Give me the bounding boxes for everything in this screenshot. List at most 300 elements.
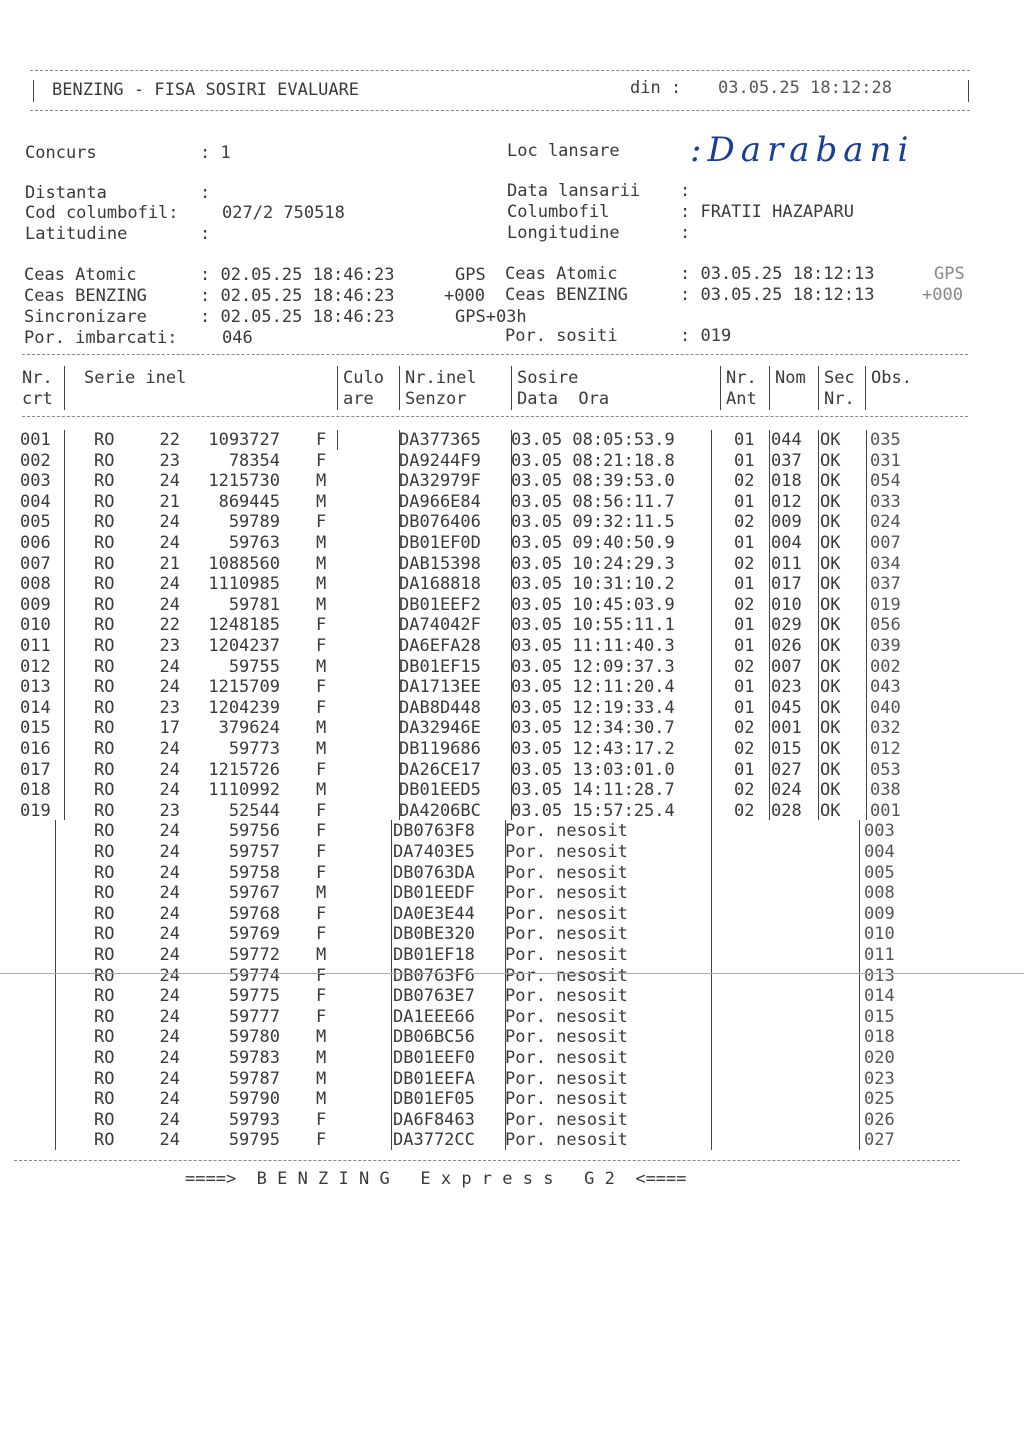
cell-ro: RO xyxy=(94,862,115,883)
cell-sen: DA168818 xyxy=(399,574,481,595)
cell-sec: OK xyxy=(820,512,841,533)
cell-sex: F xyxy=(316,1006,327,1027)
cell-nr: 016 xyxy=(20,739,51,759)
cell-nom: 011 xyxy=(771,553,802,574)
data-lansarii-label: Data lansarii xyxy=(507,181,641,201)
cell-obs: 001 xyxy=(870,800,901,821)
cell-num: 1215726 xyxy=(208,759,280,780)
table-top-rule xyxy=(22,354,968,355)
cell-ro: RO xyxy=(94,636,115,656)
concurs-value: : 1 xyxy=(200,143,231,163)
cell-obs: 043 xyxy=(870,677,901,698)
cell-nr: 003 xyxy=(20,471,51,492)
cell-yr: 24 xyxy=(159,903,180,924)
ceas-atomic-left-value: : 02.05.25 18:46:23 xyxy=(200,265,395,285)
cell-ant: 02 xyxy=(734,739,755,759)
cell-ro: RO xyxy=(94,780,115,801)
cell-sos: 03.05 12:34:30.7 xyxy=(511,718,675,739)
cell-sos: 03.05 12:09:37.3 xyxy=(511,656,675,677)
cell-yr: 23 xyxy=(159,697,180,718)
cell-yr: 24 xyxy=(159,780,180,801)
cell-sex: F xyxy=(316,965,327,986)
cell-obs: 032 xyxy=(870,718,901,739)
cell-nr: 018 xyxy=(20,780,51,801)
cell-yr: 23 xyxy=(159,636,180,656)
table-row xyxy=(0,512,1024,532)
loc-lansare-handwritten: :Darabani xyxy=(690,130,915,170)
cell-yr: 24 xyxy=(159,945,180,965)
table-row xyxy=(0,904,1024,924)
table-row xyxy=(0,1048,1024,1068)
hdr-divider xyxy=(64,366,65,410)
columbofil-value: : FRATII HAZAPARU xyxy=(680,202,854,222)
ceas-benzing-right-value: : 03.05.25 18:12:13 xyxy=(680,285,875,305)
ceas-benzing-right-label: Ceas BENZING xyxy=(505,285,628,305)
cell-ro: RO xyxy=(94,842,115,862)
cell-ant: 02 xyxy=(734,471,755,492)
cell-num: 59772 xyxy=(228,945,280,965)
cell-yr: 24 xyxy=(159,965,180,986)
cell-yr: 24 xyxy=(159,986,180,1007)
loc-lansare-label: Loc lansare xyxy=(507,141,620,161)
hdr-divider xyxy=(511,366,512,410)
cell-nom: 004 xyxy=(771,533,802,553)
cell-nr: 014 xyxy=(20,697,51,718)
table-row xyxy=(0,1110,1024,1130)
cell-sen: DA1713EE xyxy=(399,677,481,698)
cell-sen: DB0763F8 xyxy=(393,821,475,842)
cell-sex: F xyxy=(316,924,327,945)
table-row xyxy=(0,945,1024,965)
hdr-divider xyxy=(399,366,400,410)
cell-nom: 023 xyxy=(771,677,802,698)
por-sositi-label: Por. sositi xyxy=(505,326,618,346)
din-label: din : xyxy=(630,78,682,98)
cell-yr: 24 xyxy=(159,1068,180,1089)
cell-sex: F xyxy=(316,800,327,821)
cell-sos: Por. nesosit xyxy=(505,1068,628,1089)
table-row xyxy=(0,1027,1024,1047)
cell-yr: 21 xyxy=(159,491,180,512)
cell-obs: 039 xyxy=(870,636,901,656)
cell-ro: RO xyxy=(94,883,115,904)
cell-sex: M xyxy=(316,1089,327,1110)
cell-sec: OK xyxy=(820,739,841,759)
cell-sos: 03.05 08:39:53.0 xyxy=(511,471,675,492)
cell-obs: 034 xyxy=(870,553,901,574)
cell-ant: 01 xyxy=(734,759,755,780)
cell-sos: 03.05 13:03:01.0 xyxy=(511,759,675,780)
cell-ro: RO xyxy=(94,430,115,450)
col-nr-ant-line2: Ant xyxy=(726,389,757,409)
cell-nr: 010 xyxy=(20,615,51,636)
cell-obs: 031 xyxy=(870,450,901,471)
cell-sec: OK xyxy=(820,491,841,512)
cell-sec: OK xyxy=(820,533,841,553)
cell-obs: 056 xyxy=(870,615,901,636)
cell-num: 59758 xyxy=(228,862,280,883)
cell-nr: 019 xyxy=(20,800,51,821)
col-culoare-line2: are xyxy=(343,389,374,409)
col-sosire-line1: Sosire xyxy=(517,368,579,388)
cell-sos: 03.05 08:05:53.9 xyxy=(511,430,675,450)
distanta-value: : xyxy=(200,183,211,203)
cell-sos: Por. nesosit xyxy=(505,1089,628,1110)
cell-sex: M xyxy=(316,1027,327,1048)
cell-nom: 001 xyxy=(771,718,802,739)
cell-sec: OK xyxy=(820,636,841,656)
cell-sos: 03.05 15:57:25.4 xyxy=(511,800,675,821)
cell-nom: 027 xyxy=(771,759,802,780)
cell-ro: RO xyxy=(94,615,115,636)
cell-nom: 029 xyxy=(771,615,802,636)
cell-ro: RO xyxy=(94,471,115,492)
cell-sos: Por. nesosit xyxy=(505,924,628,945)
cell-sex: M xyxy=(316,533,327,553)
cell-sec: OK xyxy=(820,553,841,574)
cell-ant: 02 xyxy=(734,718,755,739)
col-obs: Obs. xyxy=(871,368,912,388)
cell-sen: DAB15398 xyxy=(399,553,481,574)
cell-yr: 24 xyxy=(159,574,180,595)
cell-nom: 015 xyxy=(771,739,802,759)
cell-yr: 24 xyxy=(159,924,180,945)
cell-sex: F xyxy=(316,903,327,924)
cell-sen: DB0763F6 xyxy=(393,965,475,986)
cell-sex: F xyxy=(316,430,327,450)
cell-sex: F xyxy=(316,862,327,883)
table-row xyxy=(0,430,1024,450)
table-row xyxy=(0,801,1024,821)
cell-sen: DA0E3E44 xyxy=(393,903,475,924)
cell-yr: 24 xyxy=(159,533,180,553)
cell-nr: 015 xyxy=(20,718,51,739)
table-row xyxy=(0,471,1024,491)
table-row xyxy=(0,924,1024,944)
cell-sex: F xyxy=(316,636,327,656)
cell-nr: 012 xyxy=(20,656,51,677)
cell-sen: DB01EEF0 xyxy=(393,1048,475,1068)
cell-nom: 017 xyxy=(771,574,802,595)
col-sosire-line2: Data Ora xyxy=(517,389,610,409)
data-lansarii-value: : xyxy=(680,181,691,201)
cell-sex: F xyxy=(316,1109,327,1130)
cell-num: 59795 xyxy=(228,1130,280,1151)
col-nom: Nom xyxy=(775,368,806,388)
cell-num: 59774 xyxy=(228,965,280,986)
cod-columbofil-value: 027/2 750518 xyxy=(222,203,345,223)
cell-sos: Por. nesosit xyxy=(505,945,628,965)
table-row xyxy=(0,698,1024,718)
cell-ro: RO xyxy=(94,821,115,842)
cell-obs: 014 xyxy=(864,986,895,1007)
cell-yr: 24 xyxy=(159,512,180,533)
cell-num: 78354 xyxy=(228,450,280,471)
cell-sos: Por. nesosit xyxy=(505,903,628,924)
cell-obs: 012 xyxy=(870,739,901,759)
cell-num: 59790 xyxy=(228,1089,280,1110)
cell-yr: 24 xyxy=(159,471,180,492)
col-sec-line1: Sec xyxy=(824,368,855,388)
cell-ro: RO xyxy=(94,450,115,471)
cell-obs: 035 xyxy=(870,430,901,450)
cell-num: 59777 xyxy=(228,1006,280,1027)
cell-sos: 03.05 12:11:20.4 xyxy=(511,677,675,698)
cell-obs: 020 xyxy=(864,1048,895,1068)
cell-sec: OK xyxy=(820,759,841,780)
cell-sos: 03.05 09:40:50.9 xyxy=(511,533,675,553)
cell-obs: 007 xyxy=(870,533,901,553)
col-nr-inel-line1: Nr.inel xyxy=(405,368,477,388)
cell-sos: 03.05 12:43:17.2 xyxy=(511,739,675,759)
cell-obs: 025 xyxy=(864,1089,895,1110)
cell-yr: 24 xyxy=(159,862,180,883)
ceas-benzing-left-value: : 02.05.25 18:46:23 xyxy=(200,286,395,306)
table-row xyxy=(0,492,1024,512)
cell-num: 59781 xyxy=(228,594,280,615)
cell-sen: DA7403E5 xyxy=(393,842,475,862)
cell-sen: DA377365 xyxy=(399,430,481,450)
cell-num: 59769 xyxy=(228,924,280,945)
cell-nr: 008 xyxy=(20,574,51,595)
cell-num: 59793 xyxy=(228,1109,280,1130)
cell-obs: 013 xyxy=(864,965,895,986)
cell-ant: 01 xyxy=(734,533,755,553)
cell-sex: F xyxy=(316,450,327,471)
cell-num: 59756 xyxy=(228,821,280,842)
cell-num: 59755 xyxy=(228,656,280,677)
col-serie-inel: Serie inel xyxy=(84,368,187,388)
cell-num: 1248185 xyxy=(208,615,280,636)
cell-ant: 02 xyxy=(734,553,755,574)
document-title: BENZING - FISA SOSIRI EVALUARE xyxy=(52,80,360,100)
cell-sen: DA74042F xyxy=(399,615,481,636)
cell-nom: 026 xyxy=(771,636,802,656)
cell-num: 1204237 xyxy=(208,636,280,656)
cell-sen: DB01EF15 xyxy=(399,656,481,677)
cell-sen: DA3772CC xyxy=(393,1130,475,1151)
cell-sex: M xyxy=(316,594,327,615)
ceas-benzing-left-suffix: +000 xyxy=(444,286,485,306)
cell-obs: 038 xyxy=(870,780,901,801)
cell-sen: DB0763E7 xyxy=(393,986,475,1007)
cell-sex: F xyxy=(316,821,327,842)
table-row xyxy=(0,554,1024,574)
cell-sec: OK xyxy=(820,677,841,698)
cell-sex: M xyxy=(316,1048,327,1068)
cell-ro: RO xyxy=(94,1048,115,1068)
cell-obs: 054 xyxy=(870,471,901,492)
cell-nr: 013 xyxy=(20,677,51,698)
cell-ro: RO xyxy=(94,677,115,698)
cell-yr: 24 xyxy=(159,677,180,698)
cell-ro: RO xyxy=(94,491,115,512)
cell-ro: RO xyxy=(94,759,115,780)
cell-ant: 01 xyxy=(734,450,755,471)
cell-sec: OK xyxy=(820,594,841,615)
cell-sec: OK xyxy=(820,615,841,636)
cell-sen: DB01EEF2 xyxy=(399,594,481,615)
cell-num: 59780 xyxy=(228,1027,280,1048)
cell-ant: 01 xyxy=(734,697,755,718)
cell-yr: 22 xyxy=(159,430,180,450)
cell-nr: 006 xyxy=(20,533,51,553)
cell-sen: DB01EF0D xyxy=(399,533,481,553)
cell-sec: OK xyxy=(820,718,841,739)
footer-text: ====> B E N Z I N G E x p r e s s G 2 <==== xyxy=(185,1169,687,1189)
cell-sos: 03.05 10:31:10.2 xyxy=(511,574,675,595)
table-bottom-rule xyxy=(14,1160,960,1161)
cell-yr: 24 xyxy=(159,1109,180,1130)
cell-obs: 027 xyxy=(864,1130,895,1151)
cell-nr: 011 xyxy=(20,636,51,656)
cell-obs: 009 xyxy=(864,903,895,924)
cell-ro: RO xyxy=(94,594,115,615)
cell-nom: 024 xyxy=(771,780,802,801)
por-imbarcati-value: 046 xyxy=(222,328,253,348)
cell-sex: M xyxy=(316,491,327,512)
hdr-divider xyxy=(769,366,770,410)
cell-nom: 018 xyxy=(771,471,802,492)
cell-sos: Por. nesosit xyxy=(505,1006,628,1027)
col-nr-ant-line1: Nr. xyxy=(726,368,757,388)
hdr-divider xyxy=(818,366,819,410)
cell-sos: Por. nesosit xyxy=(505,965,628,986)
cell-sec: OK xyxy=(820,430,841,450)
cell-sen: DA32979F xyxy=(399,471,481,492)
cell-sex: M xyxy=(316,945,327,965)
cell-num: 59763 xyxy=(228,533,280,553)
cell-sec: OK xyxy=(820,800,841,821)
cell-num: 1215730 xyxy=(208,471,280,492)
distanta-label: Distanta xyxy=(25,183,107,203)
col-nr-line2: crt xyxy=(22,389,53,409)
cell-sec: OK xyxy=(820,697,841,718)
cell-obs: 003 xyxy=(864,821,895,842)
longitudine-label: Longitudine xyxy=(507,223,620,243)
cell-num: 1110985 xyxy=(208,574,280,595)
cell-yr: 24 xyxy=(159,1130,180,1151)
cell-nr: 007 xyxy=(20,553,51,574)
cell-sex: F xyxy=(316,1130,327,1151)
cell-yr: 24 xyxy=(159,739,180,759)
table-row xyxy=(0,533,1024,553)
cell-sos: Por. nesosit xyxy=(505,883,628,904)
cell-sen: DB06BC56 xyxy=(393,1027,475,1048)
cell-ro: RO xyxy=(94,1006,115,1027)
cell-ro: RO xyxy=(94,533,115,553)
cell-yr: 24 xyxy=(159,759,180,780)
cell-num: 59787 xyxy=(228,1068,280,1089)
cell-sex: M xyxy=(316,883,327,904)
columbofil-label: Columbofil xyxy=(507,202,610,222)
concurs-label: Concurs xyxy=(25,143,97,163)
cell-nom: 028 xyxy=(771,800,802,821)
cell-sex: M xyxy=(316,574,327,595)
cell-nr: 005 xyxy=(20,512,51,533)
cell-ro: RO xyxy=(94,512,115,533)
hdr-divider xyxy=(337,366,338,410)
cell-ant: 02 xyxy=(734,656,755,677)
cell-ro: RO xyxy=(94,656,115,677)
cell-yr: 23 xyxy=(159,450,180,471)
cell-ant: 01 xyxy=(734,430,755,450)
cell-num: 59775 xyxy=(228,986,280,1007)
cell-num: 59783 xyxy=(228,1048,280,1068)
ceas-atomic-right-value: : 03.05.25 18:12:13 xyxy=(680,264,875,284)
ceas-atomic-right-label: Ceas Atomic xyxy=(505,264,618,284)
header-right-bar xyxy=(968,80,969,102)
cell-ro: RO xyxy=(94,574,115,595)
col-nr-line1: Nr. xyxy=(22,368,53,388)
cell-sen: DA1EEE66 xyxy=(393,1006,475,1027)
header-top-rule xyxy=(30,70,970,71)
cell-ro: RO xyxy=(94,986,115,1007)
scan-artifact-line xyxy=(0,973,1024,974)
table-row xyxy=(0,1130,1024,1150)
cell-nom: 044 xyxy=(771,430,802,450)
cell-nom: 009 xyxy=(771,512,802,533)
ceas-benzing-right-suffix: +000 xyxy=(922,285,963,305)
header-bottom-rule xyxy=(30,110,970,111)
table-row xyxy=(0,574,1024,594)
cell-yr: 24 xyxy=(159,821,180,842)
cell-obs: 004 xyxy=(864,842,895,862)
cell-yr: 24 xyxy=(159,883,180,904)
cell-sos: Por. nesosit xyxy=(505,1048,628,1068)
cell-obs: 002 xyxy=(870,656,901,677)
cod-columbofil-label: Cod columbofil: xyxy=(25,203,179,223)
cell-obs: 026 xyxy=(864,1109,895,1130)
table-header-rule xyxy=(22,416,968,417)
table-row xyxy=(0,636,1024,656)
cell-sec: OK xyxy=(820,450,841,471)
cell-num: 59767 xyxy=(228,883,280,904)
cell-ant: 01 xyxy=(734,636,755,656)
cell-obs: 019 xyxy=(870,594,901,615)
cell-num: 52544 xyxy=(228,800,280,821)
cell-ro: RO xyxy=(94,903,115,924)
hdr-divider xyxy=(720,366,721,410)
cell-yr: 24 xyxy=(159,1006,180,1027)
cell-ant: 01 xyxy=(734,615,755,636)
cell-sos: 03.05 10:55:11.1 xyxy=(511,615,675,636)
cell-sos: 03.05 08:21:18.8 xyxy=(511,450,675,471)
sincronizare-label: Sincronizare xyxy=(24,307,147,327)
cell-sex: M xyxy=(316,739,327,759)
cell-sen: DB01EEFA xyxy=(393,1068,475,1089)
cell-sen: DB01EF05 xyxy=(393,1089,475,1110)
cell-sen: DB119686 xyxy=(399,739,481,759)
cell-nom: 037 xyxy=(771,450,802,471)
table-row xyxy=(0,760,1024,780)
cell-sec: OK xyxy=(820,780,841,801)
cell-sex: F xyxy=(316,986,327,1007)
cell-sos: 03.05 09:32:11.5 xyxy=(511,512,675,533)
cell-sex: F xyxy=(316,677,327,698)
cell-nom: 010 xyxy=(771,594,802,615)
cell-sen: DA966E84 xyxy=(399,491,481,512)
cell-sen: DB01EF18 xyxy=(393,945,475,965)
cell-nr: 001 xyxy=(20,430,51,450)
ceas-benzing-left-label: Ceas BENZING xyxy=(24,286,147,306)
cell-num: 1093727 xyxy=(208,430,280,450)
cell-ant: 01 xyxy=(734,491,755,512)
ceas-atomic-left-suffix: GPS xyxy=(455,265,486,285)
table-row xyxy=(0,677,1024,697)
cell-yr: 24 xyxy=(159,594,180,615)
table-row xyxy=(0,657,1024,677)
